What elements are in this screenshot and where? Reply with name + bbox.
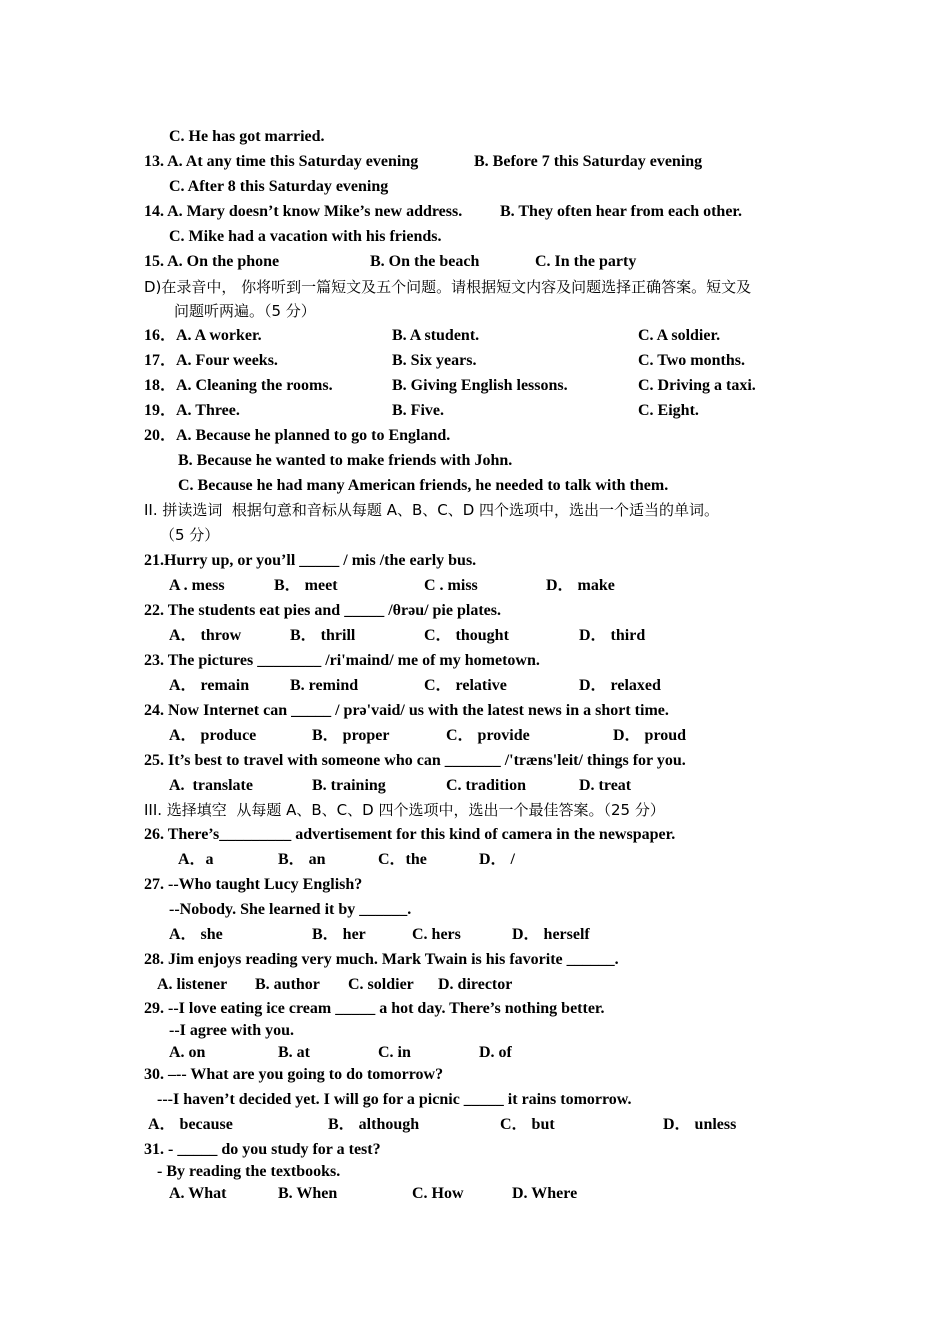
text-line: 18．A. Cleaning the rooms. — [144, 377, 333, 394]
text-line: A．a — [178, 851, 214, 868]
text-line: A． remain — [169, 677, 250, 694]
section-d-instructions: D)在录音中， 你将听到一篇短文及五个问题。请根据短文内容及问题选择正确答案。短文及 — [144, 278, 752, 296]
text-line: C. After 8 this Saturday evening — [169, 178, 389, 195]
section-ii-heading: （5 分） — [160, 526, 220, 544]
text-line: 13. A. At any time this Saturday evening — [144, 153, 419, 170]
text-line: 17．A. Four weeks. — [144, 352, 278, 369]
text-line: C. soldier — [348, 976, 414, 993]
text-line: A. on — [169, 1044, 206, 1061]
text-line: B. On the beach — [370, 253, 480, 270]
text-line: 27. --Who taught Lucy English? — [144, 876, 363, 893]
text-line: C. A soldier. — [638, 327, 721, 344]
text-line: - By reading the textbooks. — [157, 1163, 341, 1180]
text-line: 16．A. A worker. — [144, 327, 262, 344]
text-line: --I agree with you. — [169, 1022, 295, 1039]
text-line: A. What — [169, 1185, 227, 1202]
text-line: --Nobody. She learned it by ______. — [169, 901, 412, 918]
text-line: B. They often hear from each other. — [500, 203, 743, 220]
text-line: B． an — [278, 851, 326, 868]
text-line: B. author — [255, 976, 320, 993]
text-line: 20．A. Because he planned to go to England. — [144, 427, 451, 444]
text-line: A． because — [148, 1116, 233, 1133]
text-line: C. Mike had a vacation with his friends. — [169, 228, 442, 245]
text-line: C. Because he had many American friends, he needed to talk with them. — [178, 477, 669, 494]
text-line: C. He has got married. — [169, 128, 325, 145]
text-line: B. Before 7 this Saturday evening — [474, 153, 703, 170]
text-line: D． / — [479, 851, 516, 868]
text-line: C . miss — [424, 577, 478, 594]
text-line: D． herself — [512, 926, 590, 943]
text-line: A . mess — [169, 577, 225, 594]
text-line: ---I haven’t decided yet. I will go for a picnic _____ it rains tomorrow. — [157, 1091, 632, 1108]
text-line: D． unless — [663, 1116, 737, 1133]
text-line: C. Two months. — [638, 352, 745, 369]
text-line: 19．A. Three. — [144, 402, 240, 419]
text-line: D. of — [479, 1044, 512, 1061]
text-line: B. Because he wanted to make friends with John. — [178, 452, 513, 469]
text-line: 28. Jim enjoys reading very much. Mark Twain is his favorite ______. — [144, 951, 619, 968]
text-line: B. A student. — [392, 327, 480, 344]
text-line: B. at — [278, 1044, 310, 1061]
text-line: C. hers — [412, 926, 461, 943]
text-line: B． meet — [274, 577, 338, 594]
text-line: 15. A. On the phone — [144, 253, 280, 270]
text-line: C． relative — [424, 677, 507, 694]
text-line: 31. - _____ do you study for a test? — [144, 1141, 381, 1158]
text-line: C． but — [500, 1116, 555, 1133]
text-line: C． thought — [424, 627, 509, 644]
text-line: 14. A. Mary doesn’t know Mike’s new address. — [144, 203, 463, 220]
text-line: B． her — [312, 926, 366, 943]
text-line: D． relaxed — [579, 677, 661, 694]
text-line: A． produce — [169, 727, 257, 744]
text-line: A． throw — [169, 627, 242, 644]
text-line: D． make — [546, 577, 615, 594]
text-line: D. Where — [512, 1185, 578, 1202]
text-line: 30. –-- What are you going to do tomorrow? — [144, 1066, 444, 1083]
section-d-instructions: 问题听两遍。（5 分） — [174, 302, 316, 320]
text-line: 29. --I love eating ice cream _____ a hot day. There’s nothing better. — [144, 1000, 605, 1017]
text-line: 25. It’s best to travel with someone who can _______ /'træns'leit/ things for you. — [144, 752, 686, 769]
text-line: 23. The pictures ________ /ri'maind/ me of my hometown. — [144, 652, 540, 669]
text-line: B． thrill — [290, 627, 356, 644]
text-line: A. translate — [169, 777, 253, 794]
text-line: B. Five. — [392, 402, 444, 419]
text-line: 26. There’s_________ advertisement for this kind of camera in the newspaper. — [144, 826, 676, 843]
text-line: C．the — [378, 851, 427, 868]
text-line: C. Eight. — [638, 402, 699, 419]
text-line: D. director — [438, 976, 513, 993]
text-line: B. Giving English lessons. — [392, 377, 568, 394]
text-line: C. in — [378, 1044, 411, 1061]
text-line: 22. The students eat pies and _____ /θrəu/ pie plates. — [144, 602, 501, 619]
text-line: B. training — [312, 777, 386, 794]
text-line: C. How — [412, 1185, 464, 1202]
section-iii-heading: III. 选择填空 从每题 A、B、C、D 四个选项中，选出一个最佳答案。（25 分） — [144, 801, 665, 819]
text-line: C． provide — [446, 727, 530, 744]
text-line: 24. Now Internet can _____ / prə'vaid/ us with the latest news in a short time. — [144, 702, 669, 719]
section-ii-heading: II. 拼读选词 根据句意和音标从每题 A、B、C、D 四个选项中，选出一个适当的单词。 — [144, 501, 720, 519]
text-line: C. Driving a taxi. — [638, 377, 756, 394]
text-line: 21.Hurry up, or you’ll _____ / mis /the early bus. — [144, 552, 477, 569]
text-line: B． although — [328, 1116, 420, 1133]
text-line: A． she — [169, 926, 223, 943]
text-line: A. listener — [157, 976, 228, 993]
text-line: D． proud — [613, 727, 687, 744]
text-line: D． third — [579, 627, 646, 644]
text-line: B. When — [278, 1185, 338, 1202]
text-line: B. remind — [290, 677, 359, 694]
text-line: C. In the party — [535, 253, 637, 270]
text-line: C. tradition — [446, 777, 526, 794]
text-line: B. Six years. — [392, 352, 477, 369]
text-line: D. treat — [579, 777, 632, 794]
text-line: B． proper — [312, 727, 390, 744]
